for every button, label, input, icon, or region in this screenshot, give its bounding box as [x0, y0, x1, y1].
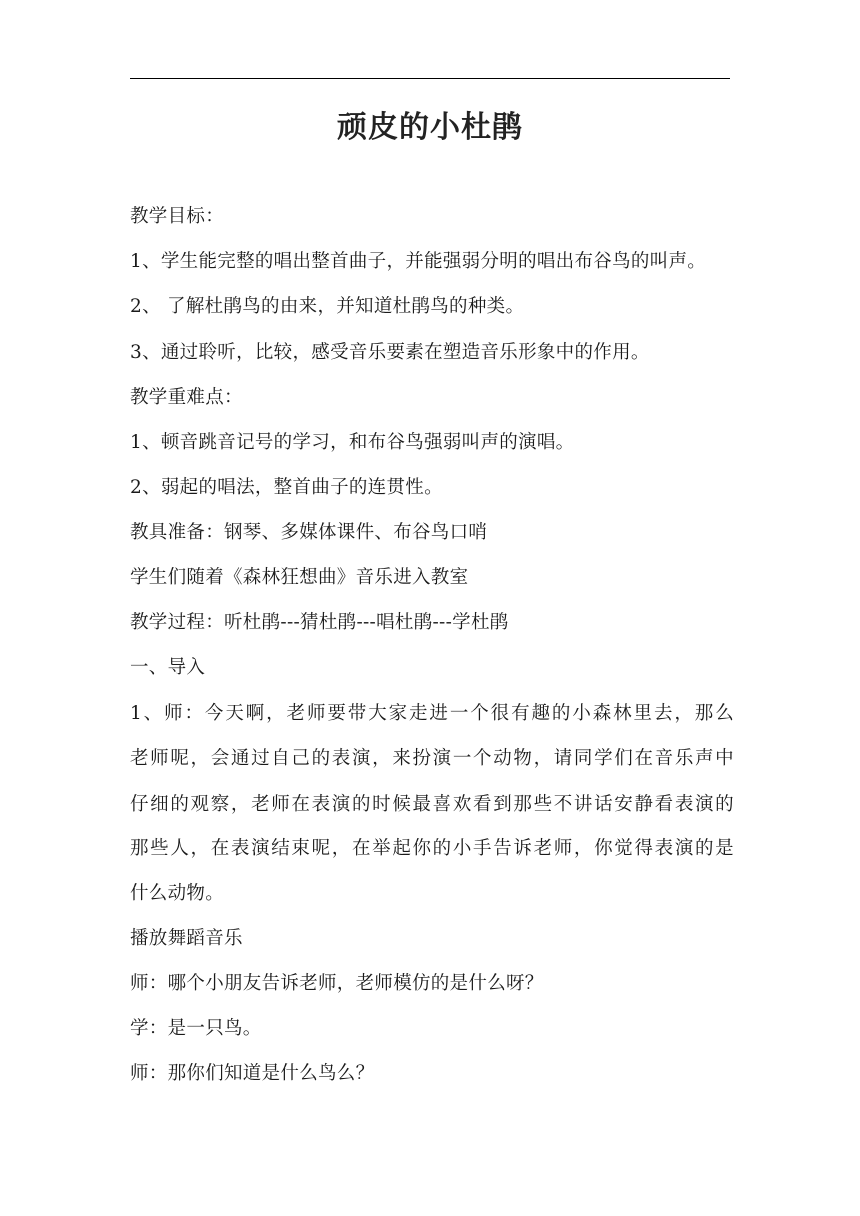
text-line: 学：是一只鸟。: [130, 1018, 262, 1039]
text-line: 老师呢，会通过自己的表演，来扮演一个动物，请同学们在音乐声中: [130, 748, 734, 769]
text-line: 教学重难点：: [130, 387, 243, 408]
text-line: 什么动物。: [130, 883, 225, 904]
text-line: 2、弱起的唱法，整首曲子的连贯性。: [130, 477, 443, 498]
text-line: 1、学生能完整的唱出整首曲子，并能强弱分明的唱出布谷鸟的叫声。: [130, 251, 707, 272]
text-line: 1、师：今天啊，老师要带大家走进一个很有趣的小森林里去，那么: [130, 703, 734, 724]
text-line: 教具准备：钢琴、多媒体课件、布谷鸟口哨: [130, 522, 488, 543]
text-line: 师：哪个小朋友告诉老师，老师模仿的是什么呀？: [130, 973, 544, 994]
text-line: 教学过程：听杜鹃---猜杜鹃---唱杜鹃---学杜鹃: [130, 612, 509, 633]
text-line: 教学目标：: [130, 206, 225, 227]
header-rule: [130, 78, 730, 79]
section-heading: 一、导入: [130, 657, 206, 678]
text-line: 师：那你们知道是什么鸟么？: [130, 1063, 375, 1084]
text-line: 那些人，在表演结束呢，在举起你的小手告诉老师，你觉得表演的是: [130, 838, 734, 859]
text-line: 仔细的观察，老师在表演的时候最喜欢看到那些不讲话安静看表演的: [130, 794, 734, 815]
text-line: 播放舞蹈音乐: [130, 928, 243, 949]
text-line: 2、 了解杜鹃鸟的由来，并知道杜鹃鸟的种类。: [130, 296, 525, 317]
text-line: 1、顿音跳音记号的学习，和布谷鸟强弱叫声的演唱。: [130, 432, 575, 453]
text-line: 学生们随着《森林狂想曲》音乐进入教室: [130, 567, 469, 588]
text-line: 3、通过聆听，比较，感受音乐要素在塑造音乐形象中的作用。: [130, 342, 650, 363]
document-title: 顽皮的小杜鹃: [337, 110, 523, 145]
